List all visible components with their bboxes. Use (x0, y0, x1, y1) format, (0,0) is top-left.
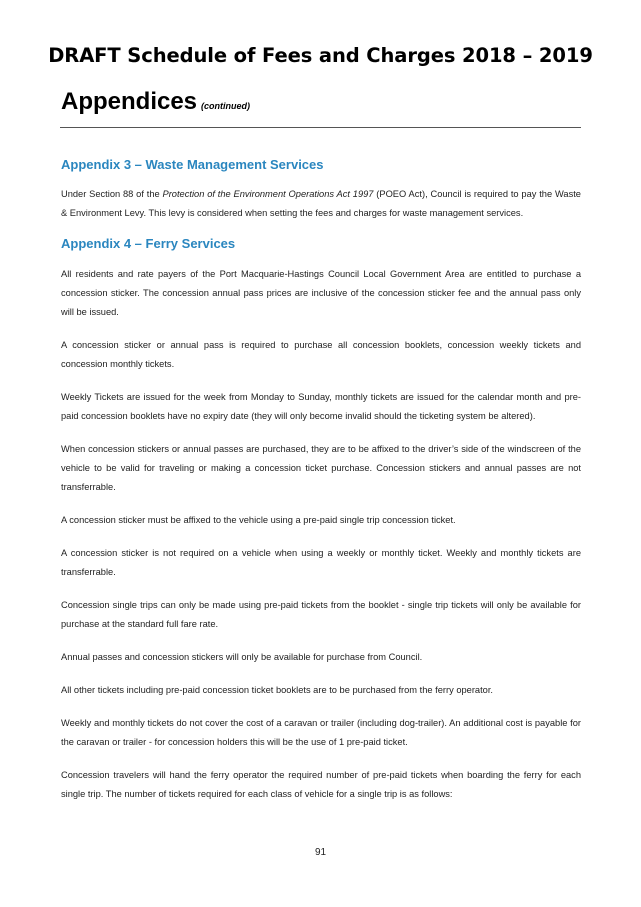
appendix-3-heading: Appendix 3 – Waste Management Services (61, 157, 324, 172)
act-name: Protection of the Environment Operations Act 1997 (162, 189, 374, 199)
ferry-paragraph-9: All other tickets including pre-paid concession ticket booklets are to be purchased from the ferry operator. (61, 685, 494, 695)
ferry-paragraph-4: When concession stickers or annual passes are purchased, they are to be affixed to the driver’s side of the windscreen of the vehicle to be valid for traveling or making a concession ticket purchase. Concession stickers and annual passes are not transferrable. (61, 444, 581, 492)
ferry-paragraph-10: Weekly and monthly tickets do not cover the cost of a caravan or trailer (including dog-trailer). An additional cost is payable for the caravan or trailer - for concession holders this will be the use of 1 pre-paid ticket. (61, 718, 581, 747)
document-title: DRAFT Schedule of Fees and Charges 2018 – 2019 (48, 44, 593, 67)
ferry-paragraph-3: Weekly Tickets are issued for the week from Monday to Sunday, monthly tickets are issued for the calendar month and pre-paid concession booklets have no expiry date (they will only become invalid should the ticketing system be altered). (61, 392, 581, 421)
ferry-paragraph-7: Concession single trips can only be made using pre-paid tickets from the booklet - single trip tickets will only be available for purchase at the standard full fare rate. (61, 600, 581, 629)
heading-divider (60, 127, 581, 128)
ferry-paragraph-6: A concession sticker is not required on a vehicle when using a weekly or monthly ticket. Weekly and monthly tickets are transferrable. (61, 548, 581, 577)
appendices-heading (61, 88, 250, 116)
appendix-4-heading: Appendix 4 – Ferry Services (61, 236, 236, 251)
appendix-3-paragraph (61, 185, 581, 223)
ferry-paragraph-11: Concession travelers will hand the ferry operator the required number of pre-paid tickets when boarding the ferry for each single trip. The number of tickets required for each class of vehicle for a single trip is as follows: (61, 770, 581, 799)
appendices-continued: (continued) (201, 101, 251, 111)
appendix-3-text-post: (POEO Act), Council is required to pay the Waste & Environment Levy. This levy is considered when setting the fees and charges for waste management services. (61, 189, 581, 218)
page-number: 91 (314, 847, 327, 858)
ferry-paragraph-8: Annual passes and concession stickers will only be available for purchase from Council. (61, 652, 423, 662)
appendix-3-text-pre: Under Section 88 of the (61, 189, 163, 199)
ferry-paragraph-5: A concession sticker must be affixed to the vehicle using a pre-paid single trip concession ticket. (61, 515, 456, 525)
appendix-3-section (61, 156, 581, 223)
ferry-paragraph-1: All residents and rate payers of the Port Macquarie-Hastings Council Local Government Area are entitled to purchase a concession sticker. The concession annual pass prices are inclusive of the concession sticker fee and the annual pass only will be issued. (61, 269, 581, 317)
appendices-heading-text: Appendices (61, 88, 198, 115)
appendix-4-section (61, 235, 581, 804)
ferry-paragraph-2: A concession sticker or annual pass is required to purchase all concession booklets, concession weekly tickets and concession monthly tickets. (61, 340, 581, 369)
